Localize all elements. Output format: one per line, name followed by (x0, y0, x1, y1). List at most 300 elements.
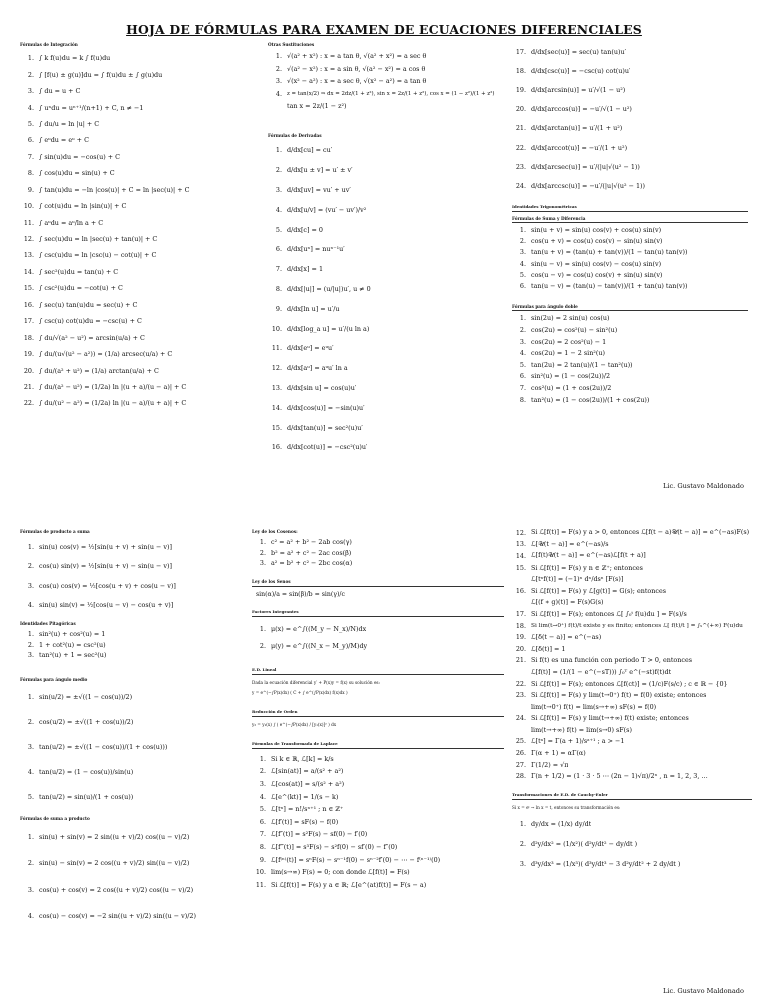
formula-text: tan(u/2) = sin(u)/(1 + cos(u)) (39, 793, 134, 801)
section-heading-reduction-order: Reducción de Orden (252, 709, 504, 717)
formula-number: 18. (515, 621, 526, 630)
formula-text: z = tan(x/2) ⇒ dx = 2dz/(1 + z²), sin x = 2z/(1 + z²), cos x = (1 − z²)/(1 + z²) (287, 90, 495, 97)
formula-item (252, 828, 504, 841)
section-heading-laplace: Fórmulas de Transformada de Laplace (252, 741, 504, 749)
formula-item (268, 398, 500, 418)
formula-item (268, 239, 500, 259)
formula-number: 5. (275, 225, 282, 234)
formula-number: 4. (275, 89, 282, 98)
formula-number: 1. (519, 226, 526, 235)
formula-item (512, 313, 748, 325)
formula-text: d/dx[u ± v] = u′ ± v′ (287, 166, 353, 175)
formula-item (20, 50, 252, 66)
formula-text: cos(u) + cos(v) = 2 cos((u + v)/2) cos((u − v)/2) (39, 885, 194, 894)
formula-item (268, 299, 500, 319)
formula-number: 23. (515, 691, 526, 700)
formula-item (512, 770, 752, 782)
formula-number: 26. (515, 749, 526, 758)
formula-number: 1. (519, 820, 526, 829)
section-heading-cosines: Ley de los Cosenos: (252, 529, 298, 534)
formula-text: tan(u/2) = ±√((1 − cos(u))/(1 + cos(u))) (39, 743, 168, 751)
formula-number: 17. (23, 317, 34, 326)
formula-text: ℒ[f⁽ⁿ⁾(t)] = sⁿF(s) − sⁿ⁻¹f(0) − sⁿ⁻²f′(0) − ⋯ − f⁽ⁿ⁻¹⁾(0) (271, 855, 441, 864)
formula-number: 7. (275, 265, 282, 274)
formula-number: 21. (515, 656, 526, 665)
formula-number: 9. (259, 855, 266, 864)
formula-text: cos(u/2) = ±√((1 + cos(u))/2) (39, 718, 134, 726)
formula-text: ∫ cot(u)du = ln |sin(u)| + C (39, 202, 127, 211)
formula-number: 2. (259, 548, 266, 557)
formula-text: ∫ du/(u√(u² − a²)) = (1/a) arcsec(u/a) + C (39, 350, 173, 359)
formula-text: d/dx[x] = 1 (287, 265, 324, 274)
formula-text: ∫ sec(u)du = ln |sec(u) + tan(u)| + C (39, 235, 158, 244)
formula-number: 3. (519, 248, 526, 257)
formula-number: 2. (259, 642, 266, 650)
formula-text: Si ℒ[f(t)] = F(s) y a > 0, entonces ℒ[f(t − a)𝒰(t − a)] = e^(−as)F(s) (531, 528, 750, 537)
section-heading-integration: Fórmulas de Integración (20, 42, 78, 47)
formula-text: ∫ du/u = ln |u| + C (39, 119, 100, 128)
formula-item (20, 557, 252, 577)
section-heading-pythagorean: Identidades Pitagóricas (20, 621, 76, 626)
formula-number: 6. (275, 245, 282, 254)
formula-item (20, 379, 252, 395)
formula-number: 12. (23, 235, 34, 244)
formula-text: cos(u) sin(v) = ½[sin(u + v) − sin(u − v)] (39, 562, 173, 571)
formula-number: 1. (27, 693, 34, 701)
formula-text: ℒ[𝒰(t − a)] = e^(−as)/s (531, 539, 609, 548)
formula-text: μ(x) = e^∫((M_y − N_x)/N)dx (271, 625, 367, 633)
formula-number: 2. (27, 70, 34, 79)
formula-number: 2. (519, 326, 526, 335)
section-heading-derivatives: Fórmulas de Derivadas (268, 132, 322, 138)
formula-number: 3. (259, 559, 266, 568)
section-heading-substitutions: Otras Sustituciones (268, 42, 315, 47)
formula-item (512, 258, 748, 269)
formula-number: 2. (519, 237, 526, 246)
formula-item (252, 638, 504, 655)
formula-text: ∫ du/√(a² − u²) = arcsin(u/a) + C (39, 333, 145, 342)
formula-item (20, 650, 252, 661)
formula-text: ∫ csc(u) cot(u)du = −csc(u) + C (39, 317, 142, 326)
formula-text: sin(u + v) = sin(u) cos(v) + cos(u) sin(v) (531, 226, 662, 235)
formula-item (512, 573, 752, 585)
formula-item (268, 378, 500, 398)
column-integration (20, 42, 252, 417)
formula-item (512, 854, 752, 874)
formula-number: 10. (271, 324, 282, 333)
formula-item (20, 629, 252, 640)
formula-number: 24. (515, 714, 526, 723)
formula-item (20, 132, 252, 148)
formula-text: d/dx[c] = 0 (287, 225, 323, 234)
formula-item (20, 264, 252, 280)
formula-number: 3. (27, 743, 34, 751)
formula-number: 22. (515, 679, 526, 688)
formula-item (268, 50, 500, 63)
formula-text: cos(u + v) = cos(u) cos(v) − sin(u) sin(v) (531, 237, 663, 246)
formula-number: 4. (519, 259, 526, 268)
formula-number: 12. (271, 364, 282, 373)
formula-number: 27. (515, 760, 526, 769)
formula-number: 3. (275, 185, 282, 194)
formula-number: 18. (23, 333, 34, 342)
formula-item (252, 765, 504, 778)
formula-item (20, 640, 252, 651)
formula-number: 2. (27, 718, 34, 726)
formula-item (20, 116, 252, 132)
formula-number: 2. (519, 840, 526, 849)
formula-item (512, 666, 752, 678)
formula-number: 9. (275, 304, 282, 313)
formula-text: Si ℒ[f(t)] = F(s) y ℒ[g(t)] = G(s); entonces (531, 586, 667, 595)
formula-text: cos(2u) = 2 cos²(u) − 1 (531, 337, 607, 346)
formula-text: cos²(u) = (1 + cos(2u))/2 (531, 383, 612, 392)
formula-text: √(x² − a²) : x = a sec θ, √(x² − a²) = a tan θ (287, 77, 427, 86)
formula-text: a² = b² + c² − 2bc cos(α) (271, 559, 353, 568)
formula-item (20, 182, 252, 198)
formula-item (252, 841, 504, 854)
formula-number: 10. (23, 202, 34, 211)
formula-text: ∫ tan(u)du = −ln |cos(u)| + C = ln |sec(u)| + C (39, 185, 190, 194)
formula-number: 3. (519, 860, 526, 869)
formula-number: 19. (515, 85, 526, 94)
formula-number: 22. (515, 143, 526, 152)
substitutions-list (268, 50, 500, 113)
formula-item (512, 724, 752, 736)
double-angle-list (512, 313, 748, 406)
formula-item (20, 362, 252, 378)
formula-item (20, 537, 252, 557)
formula-number: 28. (515, 772, 526, 781)
formula-number: 4. (27, 103, 34, 112)
formula-text: Si f(t) es una función con periodo T > 0, entonces (531, 656, 693, 665)
formula-text: ∫ csc²(u)du = −cot(u) + C (39, 284, 123, 293)
formula-number: 12. (515, 528, 526, 537)
formula-text: ℒ[δ(t)] = 1 (531, 644, 566, 653)
formula-number: 11. (23, 218, 34, 227)
formula-number: 20. (515, 105, 526, 114)
formula-item (20, 785, 252, 810)
formula-number: 4. (27, 601, 34, 610)
formula-text: cos(u) − cos(v) = −2 sin((u + v)/2) sin((u − v)/2) (39, 912, 196, 921)
formula-item (512, 359, 748, 371)
formula-number: 3. (519, 337, 526, 346)
formula-number: 2. (27, 562, 34, 571)
formula-number: 1. (275, 146, 282, 155)
cosines-list (252, 537, 504, 569)
formula-number: 6. (27, 136, 34, 145)
formula-text: ∫ [f(u) ± g(u)]du = ∫ f(u)du ± ∫ g(u)du (39, 70, 163, 79)
formula-item (512, 138, 748, 157)
formula-item (512, 736, 752, 748)
section-heading-integrating-factors: Factores Integrantes (252, 609, 504, 617)
formula-number: 8. (259, 842, 266, 851)
formula-item (512, 527, 752, 539)
derivatives-list-cont (512, 42, 748, 196)
formula-text: c² = a² + b² − 2ab cos(γ) (271, 538, 352, 547)
formula-text: lim(t→0⁺) f(t) = lim(s→+∞) sF(s) = f(0) (531, 702, 657, 711)
formula-item (20, 280, 252, 296)
formula-text: ∫ aᵘdu = aᵘ/ln a + C (39, 218, 104, 227)
formula-text: 1 + cot²(u) = csc²(u) (39, 640, 106, 649)
formula-item (252, 815, 504, 828)
formula-item (512, 643, 752, 655)
formula-item (20, 877, 252, 904)
formula-text: d/dx[u/v] = (vu′ − uv′)/v² (287, 205, 367, 214)
formula-number: 3. (259, 779, 266, 788)
formula-text: d/dx[cot(u)] = −csc²(u)u′ (287, 443, 368, 452)
section-heading-linear-ode: E.D. Lineal (252, 667, 504, 675)
linear-ode-text: Dada la ecuación diferencial y′ + P(x)y = f(x) su solución es: (252, 679, 380, 685)
formula-text: ∫ cos(u)du = sin(u) + C (39, 169, 115, 178)
cauchy-euler-text: Si x = eᵗ → ln x = t, entonces su transformación es: (512, 805, 621, 811)
formula-number: 14. (23, 267, 34, 276)
column-derivatives-trig (512, 42, 748, 410)
formula-text: d/dx[aᵘ] = aᵘu′ ln a (287, 364, 348, 373)
formula-item (268, 437, 500, 457)
formula-text: d/dx[arccsc(u)] = −u′/(|u|√(u² − 1)) (531, 181, 646, 190)
formula-text: sin(u) − sin(v) = 2 cos((u + v)/2) sin((u − v)/2) (39, 859, 190, 868)
formula-number: 20. (23, 366, 34, 375)
formula-text: ℒ[cos(at)] = s/(s² + a²) (271, 779, 345, 788)
formula-item (20, 214, 252, 230)
formula-text: tan(2u) = 2 tan(u)/(1 − tan²(u)) (531, 360, 633, 369)
formula-text: ∫ uⁿdu = uⁿ⁺¹/(n+1) + C, n ≠ −1 (39, 103, 144, 112)
formula-text: ℒ[f′(t)] = sF(s) − f(0) (271, 817, 339, 826)
formula-text: d/dx[arccot(u)] = −u′/(1 + u²) (531, 143, 628, 152)
formula-number: 16. (515, 586, 526, 595)
formula-item (268, 319, 500, 339)
formula-number: 3. (275, 77, 282, 86)
formula-text: ∫ csc(u)du = ln |csc(u) − cot(u)| + C (39, 251, 157, 260)
formula-text: sin²(u) + cos²(u) = 1 (39, 630, 106, 639)
formula-number: 11. (255, 880, 266, 889)
formula-text: ℒ[tⁿf(t)] = (−1)ⁿ dⁿ/dsⁿ [F(s)] (531, 575, 624, 584)
formula-item (252, 803, 504, 816)
formula-text: tan²(u) + 1 = sec²(u) (39, 651, 107, 660)
column-substitutions-derivatives (268, 42, 500, 462)
sines-formula: sin(α)/a = sin(β)/b = sin(γ)/c (256, 590, 345, 598)
formula-text: ∫ sin(u)du = −cos(u) + C (39, 152, 120, 161)
formula-text: ℒ[f‴(t)] = s³F(s) − s²f(0) − sf′(0) − f″(0) (271, 842, 398, 851)
formula-number: 4. (27, 912, 34, 921)
integration-list (20, 50, 252, 412)
formula-text: sin(u/2) = ±√((1 − cos(u))/2) (39, 693, 133, 701)
formula-number: 3. (27, 885, 34, 894)
formula-item (20, 165, 252, 181)
page-title: HOJA DE FÓRMULAS PARA EXAMEN DE ECUACIONES DIFERENCIALES (126, 22, 642, 37)
formula-text: cos(2u) = cos²(u) − sin²(u) (531, 326, 618, 335)
formula-item (20, 735, 252, 760)
formula-item (512, 834, 752, 854)
formula-text: d/dx[cos(u)] = −sin(u)u′ (287, 403, 365, 412)
linear-ode-formula: y = e^(−∫P(x)dx) ( C + ∫ e^(∫P(x)dx) f(x)dx ) (252, 689, 348, 695)
formula-item (20, 297, 252, 313)
formula-item (20, 99, 252, 115)
formula-number: 5. (27, 793, 34, 801)
formula-item (252, 558, 504, 569)
formula-text: ℒ[(f ∗ g)(t)] = F(s)G(s) (531, 598, 604, 607)
integrating-factors-list (252, 621, 504, 655)
signature-page-2: Lic. Gustavo Maldonado (663, 987, 744, 995)
formula-item (268, 100, 500, 113)
formula-item (20, 760, 252, 785)
formula-text: tan x = 2z/(1 − z²) (287, 102, 347, 111)
formula-text: sin(u) cos(v) = ½[sin(u + v) + sin(u − v)] (39, 542, 173, 551)
half-angle-list (20, 685, 252, 810)
formula-text: sin(u) sin(v) = ½[cos(u − v) − cos(u + v)] (39, 601, 174, 610)
formula-number: 7. (519, 383, 526, 392)
formula-item (512, 689, 752, 701)
formula-text: cos(u − v) = cos(u) cos(v) + sin(u) sin(v) (531, 270, 663, 279)
formula-item (512, 42, 748, 61)
formula-number: 15. (515, 563, 526, 572)
formula-number: 13. (23, 251, 34, 260)
formula-number: 3. (27, 651, 34, 660)
formula-item (512, 713, 752, 725)
formula-item (20, 346, 252, 362)
formula-item (512, 119, 748, 138)
formula-text: d/dx[uv] = vu′ + uv′ (287, 185, 351, 194)
formula-number: 5. (519, 360, 526, 369)
formula-item (268, 220, 500, 240)
formula-item (512, 80, 748, 99)
formula-text: Si ℒ[f(t)] = F(s) y n ∈ ℤ⁺; entonces (531, 563, 643, 572)
formula-item (268, 279, 500, 299)
formula-text: ℒ[f(t)] = (1/(1 − e^(−sT))) ∫₀ᵀ e^(−st)f(t)dt (531, 667, 672, 676)
formula-number: 21. (23, 382, 34, 391)
formula-text: tan(u/2) = (1 − cos(u))/sin(u) (39, 768, 134, 776)
reduction-order-formula: y₂ = y₁(x) ∫ ( e^(−∫P(x)dx) / [y₁(x)]² ) dx (252, 721, 337, 727)
formula-text: ℒ[f″(t)] = s²F(s) − sf(0) − f′(0) (271, 830, 368, 839)
formula-number: 8. (27, 169, 34, 178)
formula-text: d³y/dx³ = (1/x³)( d³y/dt³ − 3 d²y/dt² + 2 dy/dt ) (531, 860, 681, 869)
laplace-list-cont (512, 527, 752, 782)
formula-item (20, 710, 252, 735)
formula-text: ℒ[tⁿ] = n!/sⁿ⁺¹ ; n ∈ ℤ⁺ (271, 805, 344, 814)
formula-text: Si ℒ[f(t)] = F(s); entonces ℒ[ ∫₀ᵗ f(u)du ] = F(s)/s (531, 609, 687, 618)
formula-number: 2. (27, 859, 34, 868)
formula-item (268, 88, 500, 101)
formula-number: 4. (519, 349, 526, 358)
formula-number: 20. (515, 644, 526, 653)
formula-text: d/dx[|u|] = (u/|u|)u′, u ≠ 0 (287, 284, 371, 293)
formula-text: tan(u − v) = (tan(u) − tan(v))/(1 + tan(u) tan(v)) (531, 282, 688, 291)
formula-text: √(a² − x²) : x = a sin θ, √(a² − x²) = a cos θ (287, 64, 426, 73)
formula-item (512, 550, 752, 562)
formula-number: 8. (519, 395, 526, 404)
formula-number: 2. (27, 640, 34, 649)
formula-item (512, 759, 752, 771)
formula-text: ∫ du = u + C (39, 87, 81, 96)
formula-number: 10. (255, 868, 266, 877)
formula-text: ∫ du/(a² + u²) = (1/a) arctan(u/a) + C (39, 366, 159, 375)
formula-item (20, 247, 252, 263)
formula-item (512, 701, 752, 713)
formula-number: 6. (519, 282, 526, 291)
formula-number: 19. (23, 350, 34, 359)
formula-number: 15. (271, 423, 282, 432)
formula-item (20, 329, 252, 345)
formula-item (512, 347, 748, 359)
formula-item (512, 371, 748, 383)
formula-item (512, 280, 748, 291)
formula-item (512, 336, 748, 348)
formula-text: tan²(u) = (1 − cos(2u))/(1 + cos(2u)) (531, 395, 650, 404)
formula-item (268, 259, 500, 279)
formula-number: 5. (27, 119, 34, 128)
formula-number: 2. (275, 166, 282, 175)
formula-text: cos(2u) = 1 − 2 sin²(u) (531, 349, 605, 358)
formula-item (268, 338, 500, 358)
column-laplace-cauchy (512, 527, 752, 879)
formula-item (512, 585, 752, 597)
formula-item (512, 382, 748, 394)
formula-text: d/dx[sec(u)] = sec(u) tan(u)u′ (531, 47, 627, 56)
formula-number: 25. (515, 737, 526, 746)
formula-text: Γ(1/2) = √π (531, 760, 569, 769)
formula-number: 2. (259, 767, 266, 776)
formula-number: 15. (23, 284, 34, 293)
formula-number: 1. (259, 625, 266, 633)
sum-difference-list (512, 225, 748, 292)
formula-item (512, 678, 752, 690)
formula-number: 16. (23, 300, 34, 309)
signature-page-1: Lic. Gustavo Maldonado (663, 482, 744, 490)
formula-item (252, 853, 504, 866)
formula-item (252, 621, 504, 638)
formula-number: 17. (515, 47, 526, 56)
formula-item (512, 176, 748, 195)
sheet-page-2 (0, 503, 768, 1006)
formula-text: Si ℒ[f(t)] = F(s) y lim(t→+∞) f(t) existe; entonces (531, 714, 689, 723)
formula-text: Γ(n + 1/2) = (1 · 3 · 5 ⋯ (2n − 1)√π)/2ⁿ , n = 1, 2, 3, … (531, 772, 708, 781)
formula-number: 11. (271, 344, 282, 353)
formula-text: dy/dx = (1/x) dy/dt (531, 820, 592, 829)
sum-product-list (20, 824, 252, 930)
cauchy-euler-list (512, 814, 752, 874)
formula-number: 4. (275, 205, 282, 214)
formula-text: ℒ[tᵃ] = Γ(a + 1)/sᵃ⁺¹ ; a > −1 (531, 737, 625, 746)
formula-item (20, 231, 252, 247)
formula-number: 4. (259, 792, 266, 801)
derivatives-list (268, 141, 500, 458)
formula-text: Si k ∈ ℝ, ℒ[k] = k/s (271, 754, 334, 763)
formula-item (512, 747, 752, 759)
formula-item (252, 548, 504, 559)
formula-item (268, 63, 500, 76)
formula-number: 3. (27, 87, 34, 96)
formula-number: 2. (275, 64, 282, 73)
formula-text: ∫ k f(u)du = k ∫ f(u)du (39, 54, 111, 63)
section-heading-trig: Identidades Trigonométricas (512, 204, 748, 212)
formula-item (512, 620, 752, 632)
formula-text: d²y/dx² = (1/x²)( d²y/dt² − dy/dt ) (531, 840, 638, 849)
formula-text: sin(2u) = 2 sin(u) cos(u) (531, 314, 610, 323)
formula-text: d/dx[sin u] = cos(u)u′ (287, 383, 357, 392)
formula-number: 1. (27, 542, 34, 551)
formula-number: 13. (515, 540, 526, 549)
formula-item (268, 200, 500, 220)
formula-number: 1. (259, 754, 266, 763)
formula-text: d/dx[arcsec(u)] = u′/(|u|√(u² − 1)) (531, 162, 640, 171)
formula-item (20, 596, 252, 616)
formula-text: ℒ[sin(at)] = a/(s² + a²) (271, 767, 344, 776)
formula-number: 1. (275, 52, 282, 61)
formula-item (512, 225, 748, 236)
formula-item (252, 537, 504, 548)
formula-text: sin(u − v) = sin(u) cos(v) − cos(u) sin(v) (531, 259, 662, 268)
